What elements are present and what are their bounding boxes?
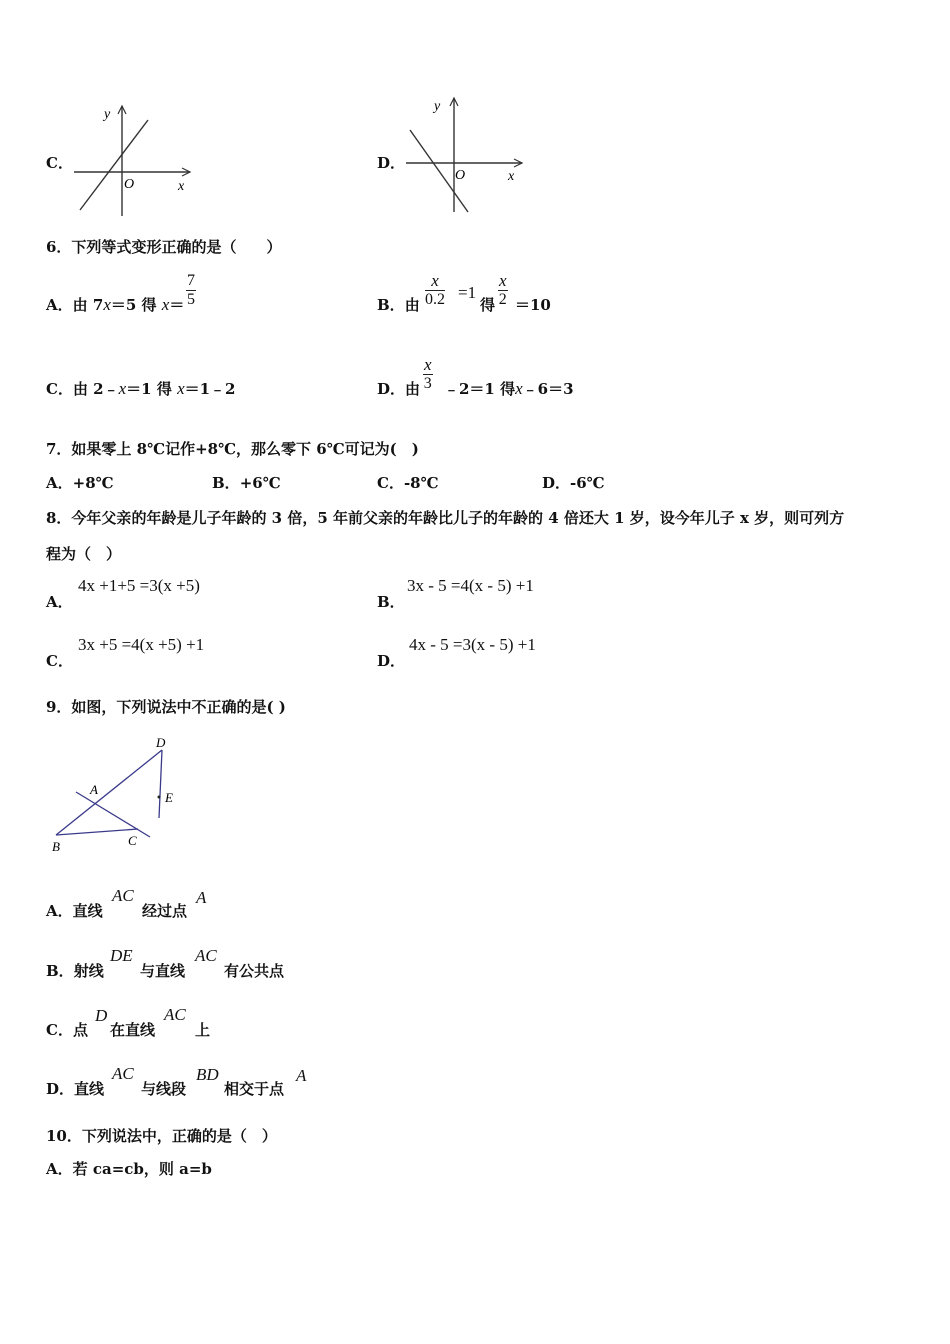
q9-b-text2: 与直线 [140, 962, 186, 980]
q9-point-d-label: D [156, 735, 166, 750]
q6-option-b [377, 294, 420, 315]
q6-c-var2: x [177, 379, 185, 398]
q9-point-b-label: B [52, 839, 60, 854]
q9-d-text3: 相交于点 [224, 1080, 285, 1098]
q6-stem: 6．下列等式变形正确的是（ ） [46, 238, 282, 256]
q6-a-var2: x [161, 295, 170, 314]
q5-c-origin-label: O [124, 177, 135, 192]
q9-d-text1: 直线 [74, 1080, 105, 1098]
q8-a-expr: 4x +1+5 =3(x +5) [78, 576, 200, 595]
q9-c-text1: 点 [72, 1021, 88, 1039]
q10-stem: 10．下列说法中，正确的是（ ） [46, 1127, 277, 1145]
q9-d-text2: 与线段 [141, 1080, 187, 1098]
q6-option-c [46, 378, 236, 399]
q9-c-sym1: D [95, 1006, 108, 1025]
q9-d-sym1: AC [112, 1064, 134, 1083]
q6-b-frac1-den: 0.2 [425, 291, 445, 308]
q10-a-label: A． [46, 1160, 73, 1178]
q6-d-frac-den: 3 [423, 375, 432, 392]
q6-b-eq: =1 [458, 283, 477, 302]
q9-option-c [46, 1019, 88, 1040]
q5-c-x-label: x [178, 179, 185, 194]
q9-figure [46, 730, 196, 860]
q6-d-rest [444, 378, 574, 399]
q9-option-a [46, 900, 103, 921]
q9-c-label: C． [46, 1021, 73, 1039]
q7-d-text: -6℃ [570, 474, 605, 492]
q5-option-c-label: C． [46, 154, 73, 172]
q6-b-fraction1 [425, 272, 445, 309]
q9-option-d [46, 1078, 104, 1099]
q6-a-text3: ＝ [169, 296, 185, 314]
q7-d-label: D． [542, 474, 571, 492]
q9-stem: 9．如图，下列说法中不正确的是( ) [46, 698, 286, 716]
q7-stem: 7．如果零上 8℃记作+8℃，那么零下 6℃可记为( ) [46, 440, 419, 458]
q8-c-expr: 3x +5 =4(x +5) +1 [78, 635, 205, 654]
q9-b-sym2: AC [195, 946, 217, 965]
q9-point-e-label: E [165, 790, 173, 805]
q9-b-text3: 有公共点 [224, 962, 285, 980]
q5-c-y-label: y [104, 107, 111, 122]
q6-a-frac-num: 7 [187, 272, 195, 289]
q9-b-sym1: DE [110, 946, 133, 965]
q6-b-fraction2 [498, 272, 508, 309]
q9-c-text2: 在直线 [110, 1021, 156, 1039]
q6-d-text1: 由 [405, 380, 421, 398]
q6-d-text3: ﹣6＝3 [522, 380, 574, 398]
q6-d-fraction [423, 356, 433, 393]
q9-d-sym3: A [296, 1066, 307, 1085]
q9-b-text1: 射线 [73, 962, 104, 980]
q5-d-y-label: y [434, 99, 441, 114]
q6-b-text2: 得 [480, 296, 496, 314]
q8-a-label: A． [46, 593, 73, 611]
q9-a-sym2: A [196, 888, 207, 907]
q5-option-c-graph [70, 100, 200, 220]
q7-a-text: +8℃ [72, 474, 114, 492]
q6-b-frac2-num: x [499, 271, 507, 290]
q6-b-text1: 由 [404, 296, 420, 314]
q6-option-d [377, 378, 420, 399]
q6-c-text3: ＝1﹣2 [184, 380, 236, 398]
q8-stem-line2: 程为（ ） [46, 545, 122, 563]
q9-a-text2: 经过点 [142, 902, 188, 920]
q9-c-sym2: AC [164, 1005, 186, 1024]
q5-d-origin-label: O [455, 168, 466, 183]
q6-d-frac-num: x [424, 355, 432, 374]
q6-b-frac2-den: 2 [498, 291, 507, 308]
q7-option-b [212, 472, 281, 493]
q6-b-text3: ＝10 [515, 296, 551, 314]
q6-d-var: x [515, 379, 523, 398]
q6-c-var: x [118, 379, 127, 398]
q6-b-frac1-num: x [425, 272, 445, 291]
q7-b-text: +6℃ [239, 474, 281, 492]
q5-option-d-label: D． [377, 154, 406, 172]
q7-a-label: A． [46, 474, 73, 492]
q8-d-label: D． [377, 652, 406, 670]
q9-a-label: A． [46, 902, 73, 920]
q10-option-a [46, 1158, 212, 1179]
q7-option-a [46, 472, 114, 493]
q9-d-label: D． [46, 1080, 75, 1098]
q6-a-var: x [103, 295, 111, 314]
q6-d-text2: ﹣2＝1 得 [444, 380, 516, 398]
q9-a-sym1: AC [112, 886, 134, 905]
q6-c-text2: ＝1 得 [126, 380, 172, 398]
q5-option-d-graph [400, 92, 530, 217]
q8-d-expr: 4x - 5 =3(x - 5) +1 [409, 635, 536, 654]
q9-option-b [46, 960, 104, 981]
q7-b-label: B． [212, 474, 240, 492]
q7-c-label: C． [377, 474, 404, 492]
q9-point-c-label: C [128, 833, 137, 848]
q6-a-fraction [186, 272, 196, 309]
q8-c-label: C． [46, 652, 73, 670]
q7-option-d [542, 472, 605, 493]
q9-b-label: B． [46, 962, 74, 980]
q8-b-expr: 3x - 5 =4(x - 5) +1 [407, 576, 534, 595]
q6-c-label: C． [46, 380, 73, 398]
q5-d-x-label: x [508, 169, 515, 184]
q8-b-label: B． [377, 593, 405, 611]
q9-point-a-label: A [90, 782, 98, 797]
q10-a-text: 若 ca=cb，则 a=b [72, 1160, 212, 1178]
q6-a-label: A． [46, 296, 73, 314]
q8-stem-line1: 8．今年父亲的年龄是儿子年龄的 3 倍，5 年前父亲的年龄比儿子的年龄的 4 倍还大 1 岁，设今年儿子 x 岁，则可列方 [46, 509, 845, 527]
q6-b-label: B． [377, 296, 405, 314]
q6-d-label: D． [377, 380, 406, 398]
q7-c-text: -8℃ [403, 474, 439, 492]
q6-option-a [46, 294, 184, 315]
q6-c-text1: 由 2﹣ [72, 380, 119, 398]
q7-option-c [377, 472, 439, 493]
q9-d-sym2: BD [196, 1065, 219, 1084]
q6-a-text2: ＝5 得 [110, 296, 157, 314]
q9-a-text1: 直线 [72, 902, 103, 920]
q6-a-text1: 由 7 [72, 296, 104, 314]
q6-a-frac-den: 5 [187, 291, 195, 308]
q9-c-text3: 上 [195, 1021, 211, 1039]
